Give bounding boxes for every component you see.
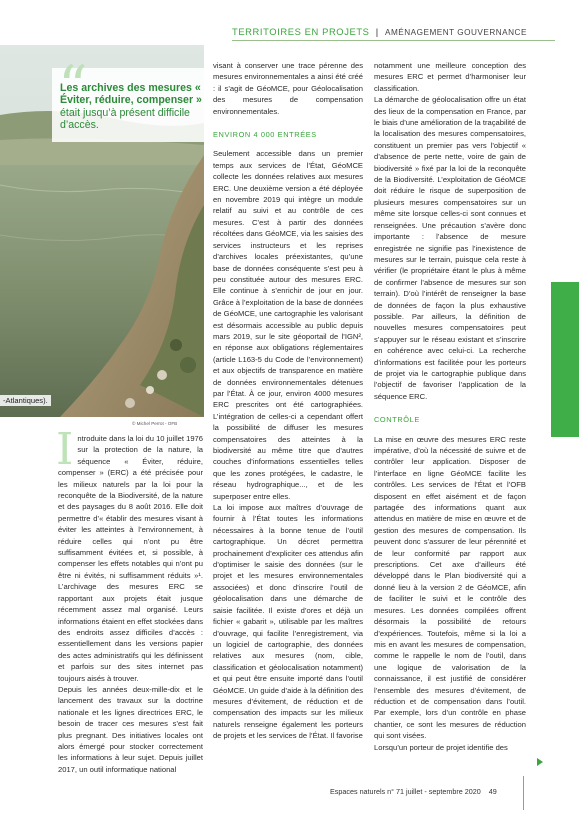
header-divider — [232, 40, 555, 41]
paragraph: notamment une meilleure conception des mesures ERC et permet d’harmoniser leur classification. — [374, 61, 526, 93]
photo-caption: -Atlantiques). — [0, 395, 51, 406]
page-number: 49 — [488, 787, 497, 796]
paragraph: La loi impose aux maîtres d’ouvrage de fournir à l’État toutes les informations nécessaires à la bonne tenue de l’outil cartographique. Un décret permettra prochainement d’expliciter ces attendus afin d’optimiser le saisie des données (sur le projet et les mesures environnementales associées) et donc d’inscrire l’outil de géolocalisation dans une démarche de saisie facilitée. Il existe d’ores et déjà un fichier « gabarit », utilisable par les maîtres d’ouvrage, qui facilite l’enregistrement, via un logiciel de cartographie, des données relatives aux mesures (nom, cible, classification et géolocalisation notamment) et qui peut être ensuite importé dans l’outil GéoMCE. Un guide d’aide à la définition des mesures d’évitement, de réduction et de compensation des impacts sur les milieux naturels renseigne également les porteurs de projets et les services de l’État. Il favorise — [213, 503, 363, 741]
pull-quote — [52, 53, 232, 142]
paragraph: visant à conserver une trace pérenne des mesures environnementales a ainsi été créé : il s’agit de GéoMCE, pour Géolocalisation des mesures de compensation environnementales. — [213, 61, 363, 116]
article-column-3 — [374, 60, 526, 753]
drop-cap: I — [56, 424, 74, 475]
section-heading-control: CONTRÔLE — [374, 415, 420, 425]
photo-credit: © Michel Perrot - OFB — [132, 421, 178, 426]
paragraph: La démarche de géolocalisation offre un état des lieux de la compensation en France, par le biais d’une amélioration de la traçabilité de la localisation des mesures compensatoires, constituent un premier pas vers l’objectif « d’absence de perte nette, voire de gain de biodiversité » fixé par la loi de la reconquête de la Biodiversité. L’exploitation de GéoMCE doit réduire le risque de superposition de plusieurs mesures compensatoires sur un même site lorsque celles-ci sont connues et renseignées. Une précaution s’avère donc importante : l’absence de mesure enregistrée ne signifie pas l’inexistence de mesures sur le terrain, puisque cela reste à vérifier (le propriétaire étant le plus à même de confirmer l’absence de mesures sur son terrain). D’où l’intérêt de renseigner la base de données de façon la plus exhaustive possible. Par ailleurs, la définition de nouvelles mesures compensatoires peut s’appuyer sur le réseau existant et s’inscrire en cohérence avec celui-ci. La recherche d’informations est facilitée pour les porteurs de projet via le cartographie publique dans l’objectif de favoriser l’application de la séquence ERC. — [374, 95, 526, 401]
paragraph: Depuis les années deux-mille-dix et le lancement des travaux sur la doctrine nationale et les lignes directrices ERC, le besoin de tracer ces mesures s’est fait plus pregnant. Des initiatives locales ont alors émergé pour stocker correctement les informations à leur sujet. Depuis juillet 2017, un outil informatique national — [58, 684, 203, 774]
header-separator: | — [375, 26, 379, 37]
page-footer — [330, 787, 497, 796]
article-column-1 — [56, 424, 203, 775]
pull-quote-rest: était jusqu’à présent difficile d’accès. — [60, 106, 190, 132]
footer-divider — [523, 776, 524, 810]
header-section: TERRITOIRES EN PROJETS — [232, 26, 370, 37]
pull-quote-text — [60, 82, 224, 132]
publication-info: Espaces naturels n° 71 juillet - septembre 2020 — [330, 787, 481, 796]
continue-arrow-icon — [537, 758, 543, 766]
article-column-2 — [213, 60, 363, 742]
section-heading-entries: ENVIRON 4 000 ENTRÉES — [213, 130, 317, 140]
pull-quote-bold: Les archives des mesures « Éviter, réduire, compenser » — [60, 82, 202, 107]
paragraph: Lorsqu’un porteur de projet identifie des — [374, 742, 508, 752]
quote-mark-icon: “ — [58, 53, 88, 121]
header-subsection: AMÉNAGEMENT GOUVERNANCE — [385, 28, 527, 37]
paragraph: La mise en œuvre des mesures ERC reste impérative, d’où la nécessité de suivre et de contrôler leur application. Disposer de l’interface en ligne GéoMCE facilite les contrôles. Les services de l’État et l’OFB disposent en effet aisément et de façon partagée des informations quant aux attendus en matière de mise en œuvre et de gestion des mesures de compensation. Ils peuvent donc s’assurer de leur pérennité et de leur conformité par rapport aux prescriptions. Cet axe d’ailleurs été développé dans le Plan biodiversité qui a donné lieu à la version 2 de GéoMCE, afin de faciliter le suivi et le contrôle des mesures. Les données compilées offrent désormais la possibilité de retours d’expériences. Toutefois, même si la loi a mis en avant les mesures de compensation, comme le rappelle le nom de l’outil, dans une logique de valorisation de la connaissance, il est justifié de considérer l’ensemble des mesures d’évitement, de réduction et de compensation dans l’outil. Par exemple, lors d’un contrôle en phase chantier, ce sont les mesures de réduction qui sont visées. — [374, 434, 526, 741]
section-side-tab — [551, 282, 579, 437]
lead-paragraph — [56, 424, 203, 684]
running-header — [232, 26, 555, 40]
paragraph: Seulement accessible dans un premier temps aux services de l’État, GéoMCE collecte les données relatives aux mesures ERC. Une deuxième version a été déployée en novembre 2019 qui intègre un module relatif au suivi et au contrôle de ces mesures. C’est à partir des données récoltées dans GéoMCE, via les saisies des services instructeurs et les reprises d’archives locales préexistantes, qu’une base de données conséquente s’est peu à peu constituée autour des mesures ERC. Elle continue à s’enrichir de jour en jour. Grâce à l’exploitation de la base de données de GéoMCE, une cartographie les valorisant est désormais accessible au public depuis mars 2019, sur le site géoportail de l’IGN², en réponse aux obligations réglementaires (article L163-5 du Code de l’environnement) et aux objectifs de transparence en matière de données environnementales détenues par l’État. À ce jour, environ 4000 mesures ERC prescrites ont été cartographiées. L’intégration de celles-ci a cependant offert la possibilité de diffuser les mesures compensatoires des atteintes à la biodiversité au même titre que d’autres couches d’informations essentielles telles que les zones protégées, le cadastre, le réseau hydrographique..., et de les superposer entre elles. — [213, 149, 363, 501]
lead-text: ntroduite dans la loi du 10 juillet 1976 sur la protection de la nature, la séquence « Éviter, réduire, compenser » (ERC) a été précisée pour les milieux naturels par la loi pour la reconquête de la Biodiversité, de la nature et des paysages du 8 août 2016. Elle doit permettre d’« établir des mesures visant à éviter les atteintes à l’environnement, à réduire celles qui n’ont pu être suffisamment évitées et, si possible, à compenser les effets notables qui n’ont pu être ni évités, ni suffisamment réduits »¹. L’archivage des mesures ERC se rapportant aux projets était jusque récemment assez mal organisé. Leurs informations étaient en effet stockées dans des endroits assez difficiles d’accès : essentiellement dans les versions papier des actes administratifs qui les définissent et parfois sur des sites internet pas toujours aisés à trouver. — [58, 434, 203, 683]
